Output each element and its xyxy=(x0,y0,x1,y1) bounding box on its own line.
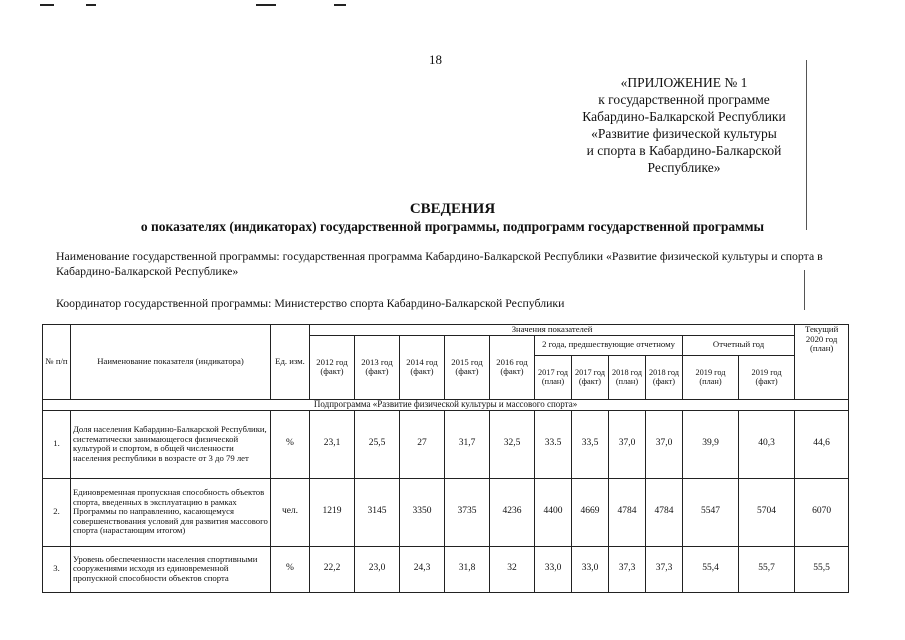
row-value: 32,5 xyxy=(490,410,535,478)
row-unit: чел. xyxy=(271,478,310,546)
header-2016: 2016 год (факт) xyxy=(490,335,535,399)
row-value: 55,7 xyxy=(739,546,795,592)
document-title xyxy=(0,200,905,236)
row-name: Уровень обеспеченности населения спортивными сооружениями исходя из единовременной пропускной способности объектов спорта xyxy=(71,546,271,592)
row-value: 39,9 xyxy=(683,410,739,478)
row-value: 4236 xyxy=(490,478,535,546)
header-2012: 2012 год (факт) xyxy=(310,335,355,399)
row-value: 33,0 xyxy=(572,546,609,592)
row-value: 6070 xyxy=(795,478,849,546)
row-value: 37,0 xyxy=(609,410,646,478)
header-2019-plan: 2019 год (план) xyxy=(683,355,739,399)
header-2017-plan: 2017 год (план) xyxy=(535,355,572,399)
appendix-line: Республике» xyxy=(647,160,721,175)
header-no: № п/п xyxy=(43,325,71,400)
row-value: 37,3 xyxy=(646,546,683,592)
row-value: 32 xyxy=(490,546,535,592)
appendix-line: «ПРИЛОЖЕНИЕ № 1 xyxy=(620,75,748,90)
row-value: 33,0 xyxy=(535,546,572,592)
header-values-group: Значения показателей xyxy=(310,325,795,336)
row-number: 3. xyxy=(43,546,71,592)
page-number: 18 xyxy=(429,52,442,67)
header-2014: 2014 год (факт) xyxy=(400,335,445,399)
subprogram-row: Подпрограмма «Развитие физической культуры и массового спорта» xyxy=(43,399,849,410)
scan-mark xyxy=(86,4,96,6)
table-row xyxy=(43,410,849,478)
row-value: 27 xyxy=(400,410,445,478)
row-value: 55,5 xyxy=(795,546,849,592)
header-2019-fact: 2019 год (факт) xyxy=(739,355,795,399)
row-value: 1219 xyxy=(310,478,355,546)
row-value: 4784 xyxy=(646,478,683,546)
row-value: 22,2 xyxy=(310,546,355,592)
appendix-line: и спорта в Кабардино-Балкарской xyxy=(586,143,782,158)
row-value: 4669 xyxy=(572,478,609,546)
row-value: 4784 xyxy=(609,478,646,546)
row-unit: % xyxy=(271,546,310,592)
row-value: 5547 xyxy=(683,478,739,546)
row-value: 24,3 xyxy=(400,546,445,592)
row-value: 40,3 xyxy=(739,410,795,478)
row-value: 3145 xyxy=(355,478,400,546)
appendix-line: Кабардино-Балкарской Республики xyxy=(582,109,786,124)
row-value: 33,5 xyxy=(572,410,609,478)
row-value: 25,5 xyxy=(355,410,400,478)
header-current-year: Текущий 2020 год (план) xyxy=(795,325,849,400)
header-two-years: 2 года, предшествующие отчетному xyxy=(535,335,683,355)
row-value: 5704 xyxy=(739,478,795,546)
indicators-table xyxy=(42,324,849,593)
scan-mark xyxy=(256,4,276,6)
row-value: 4400 xyxy=(535,478,572,546)
appendix-line: к государственной программе xyxy=(598,92,770,107)
header-name: Наименование показателя (индикатора) xyxy=(71,325,271,400)
table-row xyxy=(43,478,849,546)
header-2018-fact: 2018 год (факт) xyxy=(646,355,683,399)
row-value: 23,0 xyxy=(355,546,400,592)
row-value: 3350 xyxy=(400,478,445,546)
row-value: 55,4 xyxy=(683,546,739,592)
title-line-1: СВЕДЕНИЯ xyxy=(409,201,496,217)
scan-mark xyxy=(334,4,346,6)
row-value: 44,6 xyxy=(795,410,849,478)
row-name: Доля населения Кабардино-Балкарской Республики, систематически занимающегося физической культурой и спортом, в общей численности населения республики в возрасте от 3 до 79 лет xyxy=(71,410,271,478)
program-name: Наименование государственной программы: государственная программа Кабардино-Балкарской Республики «Развитие физической культуры и спорта в Кабардино-Балкарской Республике» xyxy=(56,249,823,278)
row-number: 1. xyxy=(43,410,71,478)
row-value: 31,7 xyxy=(445,410,490,478)
header-2015: 2015 год (факт) xyxy=(445,335,490,399)
header-2018-plan: 2018 год (план) xyxy=(609,355,646,399)
row-name: Единовременная пропускная способность объектов спорта, введенных в эксплуатацию в рамках Программы по направлению, касающемуся совершенствования условий для развития массового спорта (нарастающим итогом) xyxy=(71,478,271,546)
row-number: 2. xyxy=(43,478,71,546)
row-value: 37,0 xyxy=(646,410,683,478)
header-2013: 2013 год (факт) xyxy=(355,335,400,399)
appendix-block xyxy=(539,74,829,176)
title-line-2: о показателях (индикаторах) государственной программы, подпрограмм государственной программы xyxy=(140,219,765,234)
row-value: 37,3 xyxy=(609,546,646,592)
row-unit: % xyxy=(271,410,310,478)
coordinator: Координатор государственной программы: Министерство спорта Кабардино-Балкарской Республики xyxy=(56,296,565,310)
row-value: 23,1 xyxy=(310,410,355,478)
appendix-line: «Развитие физической культуры xyxy=(591,126,777,141)
row-value: 31,8 xyxy=(445,546,490,592)
row-value: 3735 xyxy=(445,478,490,546)
header-2017-fact: 2017 год (факт) xyxy=(572,355,609,399)
header-report-year: Отчетный год xyxy=(683,335,795,355)
header-unit: Ед. изм. xyxy=(271,325,310,400)
scan-mark xyxy=(40,4,54,6)
table-row xyxy=(43,546,849,592)
row-value: 33.5 xyxy=(535,410,572,478)
